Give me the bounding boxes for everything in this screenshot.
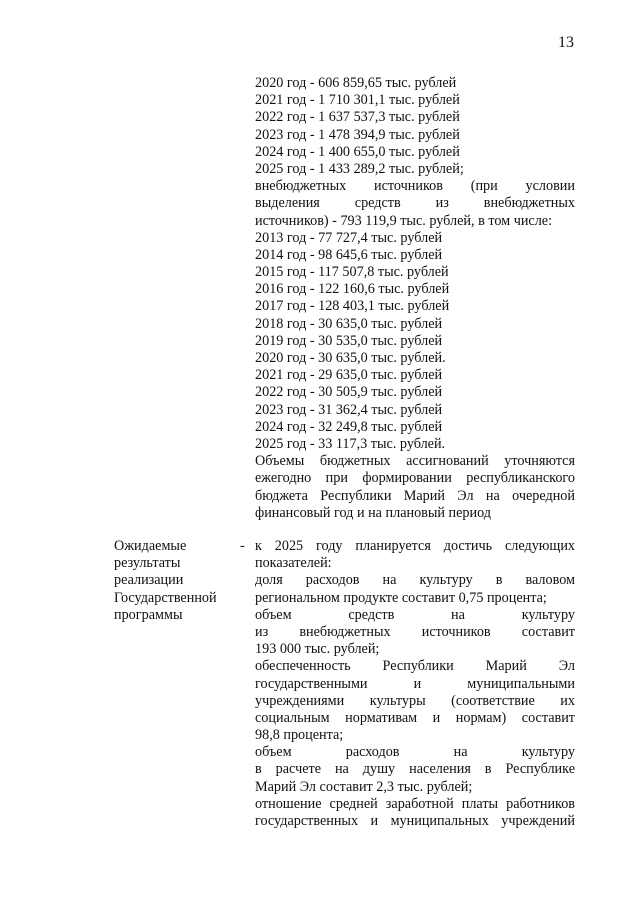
results-line: 193 000 тыс. рублей; — [255, 641, 380, 658]
results-label-line: программы — [114, 606, 183, 623]
results-label-line: Государственной — [114, 589, 217, 606]
results-line: показателей: — [255, 555, 332, 572]
results-text — [255, 538, 575, 830]
offbudget-intro-line: внебюджетных источников (при условии — [255, 178, 575, 195]
funding-block — [255, 75, 575, 522]
results-line: государственных и муниципальных учреждений — [255, 813, 575, 829]
offbudget-year-line: 2014 год - 98 645,6 тыс. рублей — [255, 246, 443, 263]
page-number: 13 — [558, 34, 574, 51]
funding-year-line: 2023 год - 1 478 394,9 тыс. рублей — [255, 126, 460, 143]
offbudget-year-line: 2017 год - 128 403,1 тыс. рублей — [255, 298, 450, 315]
offbudget-year-line: 2025 год - 33 117,3 тыс. рублей. — [255, 435, 446, 452]
offbudget-year-line: 2018 год - 30 635,0 тыс. рублей — [255, 315, 443, 332]
results-line: учреждениями культуры (соответствие их — [255, 692, 575, 709]
offbudget-intro-last: источников) - 793 119,9 тыс. рублей, в том числе: — [255, 212, 553, 229]
offbudget-year-line: 2020 год - 30 635,0 тыс. рублей. — [255, 350, 446, 366]
funding-year-line: 2021 год - 1 710 301,1 тыс. рублей — [255, 92, 460, 109]
results-line: в расчете на душу населения в Республике — [255, 761, 575, 778]
offbudget-years-list — [255, 230, 575, 453]
funding-year-line: 2022 год - 1 637 537,3 тыс. рублей — [255, 109, 460, 126]
funding-year-line: 2024 год - 1 400 655,0 тыс. рублей — [255, 143, 460, 160]
results-line: 98,8 процента; — [255, 727, 344, 744]
offbudget-year-line: 2016 год - 122 160,6 тыс. рублей — [255, 281, 450, 298]
offbudget-year-line: 2021 год - 29 635,0 тыс. рублей — [255, 367, 443, 384]
offbudget-year-line: 2013 год - 77 727,4 тыс. рублей — [255, 229, 443, 246]
results-line: государственными и муниципальными — [255, 675, 575, 692]
republic-years-list — [255, 75, 575, 178]
results-label — [114, 538, 244, 624]
offbudget-year-line: 2023 год - 31 362,4 тыс. рублей — [255, 401, 443, 418]
offbudget-intro — [255, 178, 575, 212]
results-line: Марий Эл составит 2,3 тыс. рублей; — [255, 778, 473, 795]
offbudget-year-line: 2015 год - 117 507,8 тыс. рублей — [255, 264, 449, 281]
results-line: социальным нормативам и нормам) составит — [255, 709, 575, 726]
results-line: доля расходов на культуру в валовом — [255, 572, 575, 589]
results-label-line: Ожидаемые — [114, 538, 187, 554]
funding-year-line: 2025 год - 1 433 289,2 тыс. рублей; — [255, 160, 464, 177]
results-line: к 2025 году планируется достичь следующих — [255, 538, 575, 554]
results-line: обеспеченность Республики Марий Эл — [255, 658, 575, 675]
funding-year-line: 2020 год - 606 859,65 тыс. рублей — [255, 75, 457, 91]
results-dash: - — [240, 538, 245, 554]
results-line: отношение средней заработной платы работников — [255, 795, 575, 812]
results-line: региональном продукте составит 0,75 процента; — [255, 589, 547, 606]
results-label-line: реализации — [114, 572, 184, 589]
offbudget-year-line: 2022 год - 30 505,9 тыс. рублей — [255, 384, 443, 401]
results-label-line: результаты — [114, 555, 181, 572]
results-line: объем средств на культуру — [255, 606, 575, 623]
offbudget-intro-line: выделения средств из внебюджетных — [255, 195, 575, 212]
results-line: объем расходов на культуру — [255, 744, 575, 761]
funding-note: Объемы бюджетных ассигнований уточняются ежегодно при формировании республиканского бюджета Республики Марий Эл на очередной финансовый год и на плановый период — [255, 453, 575, 521]
offbudget-year-line: 2024 год - 32 249,8 тыс. рублей — [255, 418, 443, 435]
results-line: из внебюджетных источников составит — [255, 623, 575, 640]
offbudget-year-line: 2019 год - 30 535,0 тыс. рублей — [255, 332, 443, 349]
